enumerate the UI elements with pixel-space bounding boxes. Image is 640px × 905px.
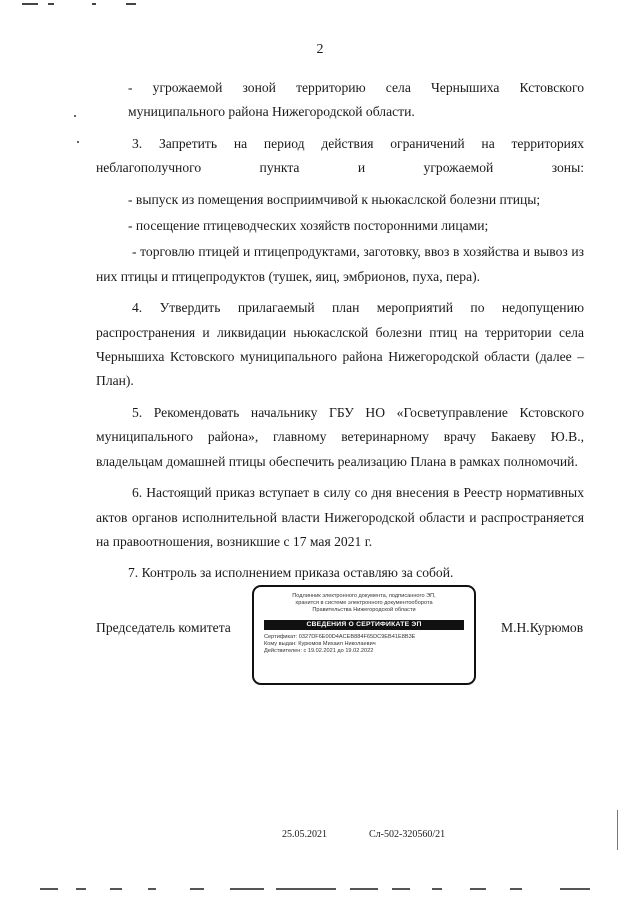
signer-name: М.Н.Курюмов [501,620,584,635]
stamp-header-line: Подлинник электронного документа, подписанного ЭП, [292,593,436,599]
page-number: 2 [316,42,324,57]
paragraph-threatened-zone: - угрожаемой зоной территорию села Чернышиха Кстовского муниципального района Нижегородской области. [128,80,584,120]
stamp-issued-row [264,641,474,648]
margin-mark [77,141,79,143]
signer-position: Председатель комитета [96,620,231,635]
stamp-certificate-value: 0327DF6E00D4ACEB884F65DC9EB41E8B3E [298,633,416,640]
stamp-certificate-label: Сертификат: [264,633,298,640]
margin-mark [74,115,76,117]
scan-artifact-bottom [40,888,600,890]
paragraph-6-effective: 6. Настоящий приказ вступает в силу со дня внесения в Реестр нормативных актов органов исполнительной власти Нижегородской области и распространяется на правоотношения, возникшие с 17 мая 2021 г. [96,485,584,549]
stamp-header [254,593,474,615]
footer-date: 25.05.2021 [282,829,327,840]
paragraph-3-item-visits: - посещение птицеводческих хозяйств посторонними лицами; [128,218,489,234]
stamp-header-line: хранится в системе электронного документооборота [295,600,433,607]
stamp-valid-row [264,648,474,655]
paragraph-3-prohibit: 3. Запретить на период действия ограничений на территориях неблагополучного пункта и угрожаемой зоны: [96,135,584,176]
stamp-title: СВЕДЕНИЯ О СЕРТИФИКАТЕ ЭП [264,620,464,630]
stamp-header-line: Правительства Нижегородской области [312,607,416,614]
document-body [96,76,584,588]
stamp-valid-value: с 19.02.2021 до 19.02.2022 [303,648,374,655]
scan-artifact-edge [617,810,618,850]
stamp-valid-label: Действителен: [264,648,302,655]
paragraph-3-item-release: - выпуск из помещения восприимчивой к ньюкаслской болезни птицы; [128,191,541,207]
paragraph-3-item-trade: - торговлю птицей и птицепродуктами, заготовку, ввоз в хозяйства и вывоз из них птицы и птицепродуктов (тушек, яиц, эмбрионов, пуха, пера). [96,244,584,284]
paragraph-7-control: 7. Контроль за исполнением приказа оставляю за собой. [128,565,454,581]
scan-artifact-top [0,0,640,8]
e-signature-stamp [252,585,476,685]
stamp-issued-value: Курюмов Михаил Николаевич [298,640,376,647]
paragraph-5-recommend: 5. Рекомендовать начальнику ГБУ НО «Госветуправление Кстовского муниципального района», главному ветеринарному врачу Бакаеву Ю.В., владельцам домашней птицы обеспечить реализацию Плана в рамках полномочий. [96,404,584,469]
stamp-issued-label: Кому выдан: [264,640,297,647]
stamp-certificate-row [264,634,474,641]
footer-registration-number: Сл-502-320560/21 [369,829,446,840]
paragraph-4-approve-plan: 4. Утвердить прилагаемый план мероприятий по недопущению распространения и ликвидации ньюкаслской болезни птиц на территории села Чернышиха Кстовского муниципального района Нижегородской области (далее – План). [96,300,584,389]
